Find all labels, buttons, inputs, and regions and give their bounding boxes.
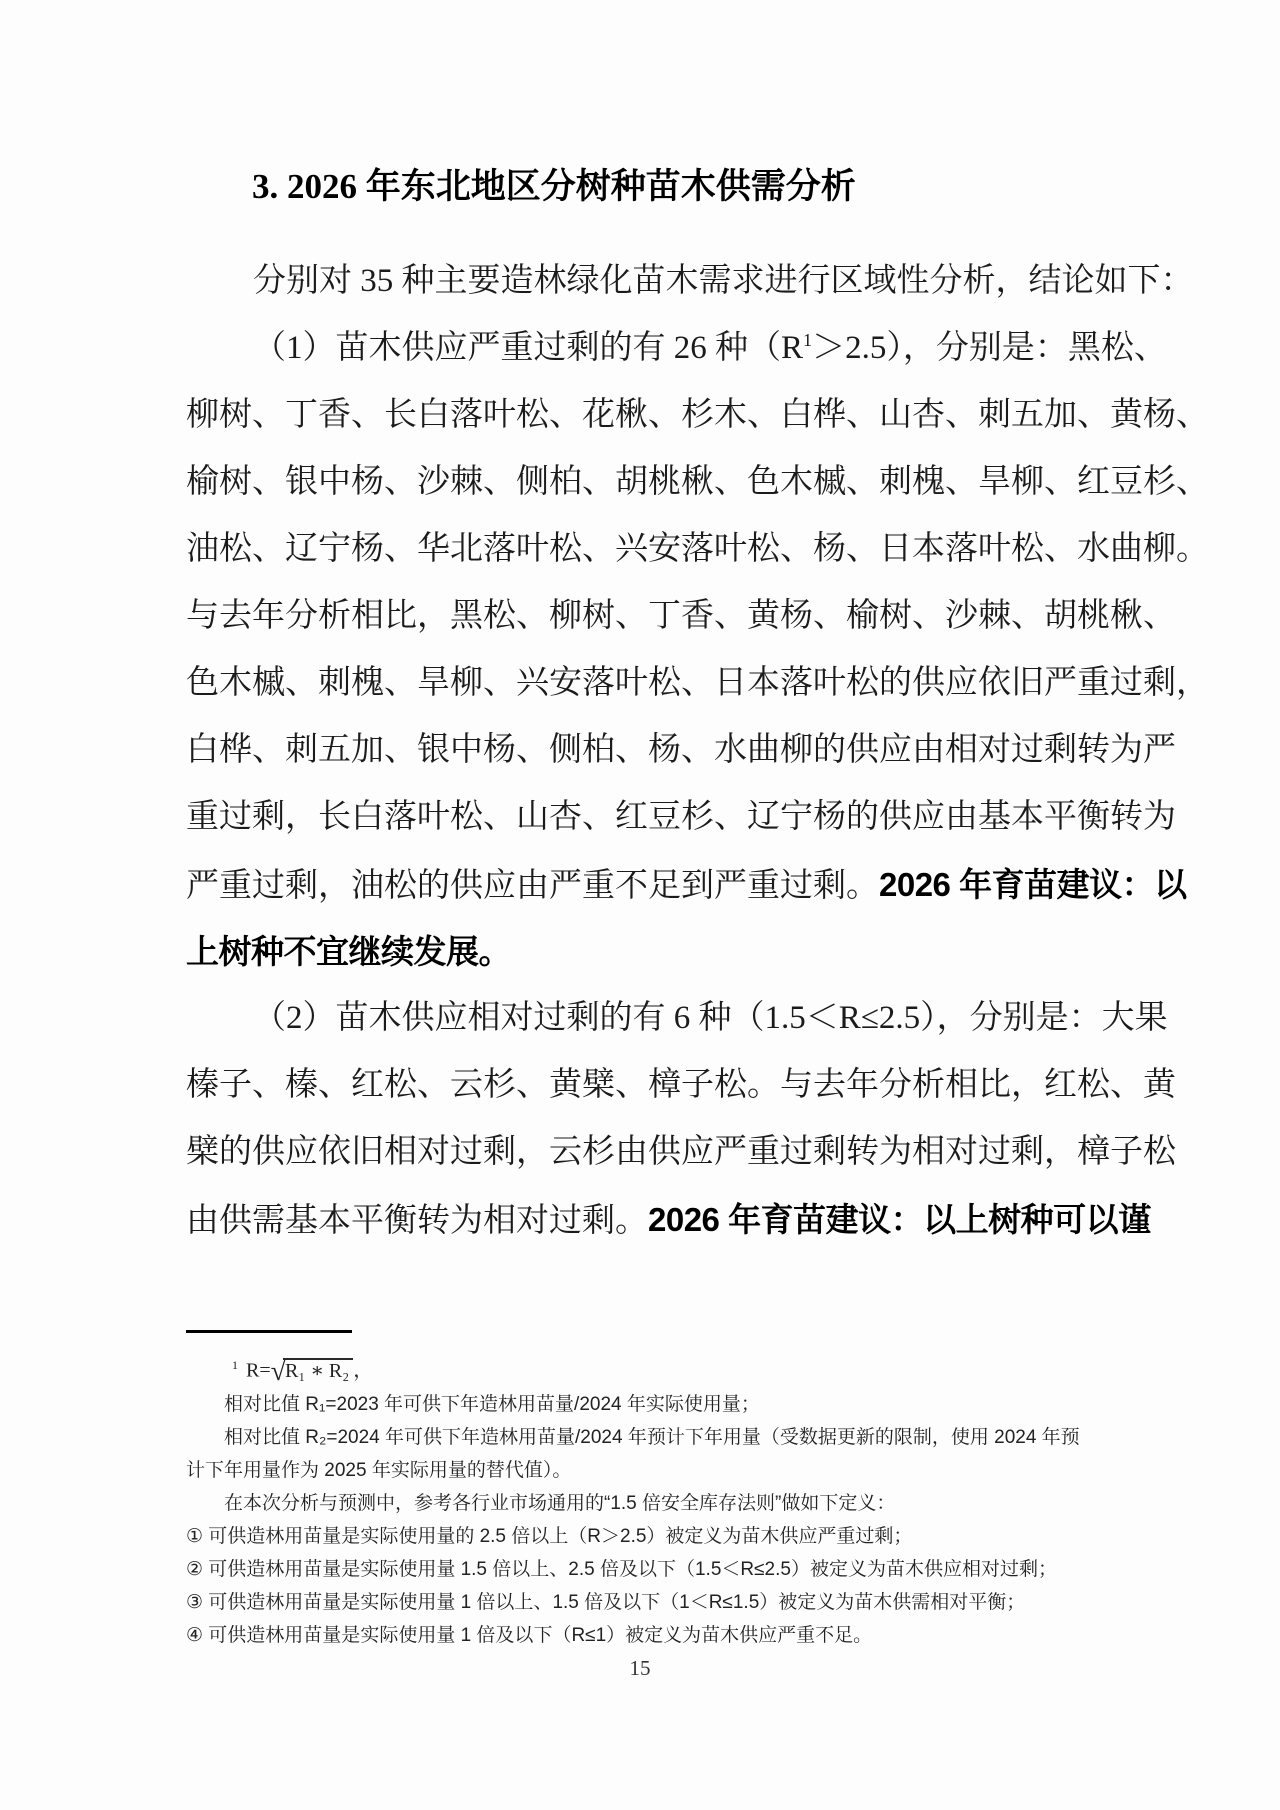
footnotes [186, 1342, 1116, 1652]
text-segment: 檗的供应依旧相对过剩，云杉由供应严重过剩转为相对过剩，樟子松 [186, 1134, 1176, 1170]
footnote-line: 相对比值 R₂=2024 年可供下年造林用苗量/2024 年预计下年用量（受数据更新的限制，使用 2024 年预 [224, 1427, 1080, 1448]
square-root-icon: √ [270, 1355, 286, 1387]
formula-radicand: R₁ ∗ R₂ [283, 1358, 353, 1382]
section-heading: 3. 2026 年东北地区分树种苗木供需分析 [252, 167, 856, 206]
footnote-lines [186, 1388, 1116, 1652]
text-segment: 分别对 35 种主要造林绿化苗木需求进行区域性分析，结论如下： [253, 263, 1194, 299]
page-content [186, 152, 1209, 1253]
text-segment: 白桦、刺五加、银中杨、侧柏、杨、水曲柳的供应由相对过剩转为严 [186, 732, 1176, 768]
body-line [186, 918, 1102, 985]
text-segment: 与去年分析相比，黑松、柳树、丁香、黄杨、榆树、沙棘、胡桃楸、 [186, 598, 1176, 634]
body-line [186, 449, 1209, 516]
text-segment: （2）苗木供应相对过剩的有 6 种（1.5＜R≤2.5），分别是：大果 [253, 1000, 1168, 1036]
body-line [186, 1052, 1176, 1119]
body-line [186, 248, 1194, 315]
bold-text-segment: 上树种不宜继续发展。 [186, 933, 511, 970]
text-segment: 榛子、榛、红松、云杉、黄檗、樟子松。与去年分析相比，红松、黄 [186, 1067, 1176, 1103]
body-line [186, 382, 1209, 449]
bold-text-segment: 2026 年育苗建议：以 [879, 866, 1187, 903]
formula-lhs: R= [246, 1359, 271, 1382]
body-line [186, 784, 1176, 851]
text-segment: 严重过剩，油松的供应由严重不足到严重过剩。 [186, 868, 879, 904]
body-line [186, 1186, 1151, 1253]
text-segment: 由供需基本平衡转为相对过剩。 [186, 1203, 648, 1239]
formula-tail: ， [353, 1359, 374, 1382]
body-line [186, 583, 1176, 650]
footnote-formula [186, 1342, 1116, 1388]
page-number: 15 [629, 1656, 651, 1680]
footnote-line: 在本次分析与预测中，参考各行业市场通用的“1.5 倍安全库存法则”做如下定义： [224, 1493, 896, 1514]
body-line [186, 985, 1168, 1052]
body-line [186, 516, 1209, 583]
footnote-line: ③ 可供造林用苗量是实际使用量 1 倍以上、1.5 倍及以下（1＜R≤1.5）被定义为苗木供需相对平衡； [186, 1592, 1026, 1613]
footnote-line: ② 可供造林用苗量是实际使用量 1.5 倍以上、2.5 倍及以下（1.5＜R≤2.5）被定义为苗木供应相对过剩； [186, 1559, 1057, 1580]
footnote-line: 计下年用量作为 2025 年实际用量的替代值）。 [186, 1460, 572, 1481]
footnote-line: 相对比值 R₁=2023 年可供下年造林用苗量/2024 年实际使用量； [224, 1394, 760, 1415]
body-line [186, 315, 1167, 382]
text-segment: 重过剩，长白落叶松、山杏、红豆杉、辽宁杨的供应由基本平衡转为 [186, 799, 1176, 835]
body-line [186, 650, 1209, 717]
footnote-line: ④ 可供造林用苗量是实际使用量 1 倍及以下（R≤1）被定义为苗木供应严重不足。 [186, 1625, 873, 1646]
text-segment: 1 [803, 330, 813, 350]
body-line [186, 1119, 1176, 1186]
body-line [186, 717, 1176, 784]
footnote-separator [186, 1330, 352, 1333]
text-segment: 柳树、丁香、长白落叶松、花楸、杉木、白桦、山杏、刺五加、黄杨、 [186, 397, 1209, 433]
footnote-line: ① 可供造林用苗量是实际使用量的 2.5 倍以上（R＞2.5）被定义为苗木供应严重过剩； [186, 1526, 913, 1547]
body-text [186, 248, 1209, 1253]
text-segment: 色木槭、刺槐、旱柳、兴安落叶松、日本落叶松的供应依旧严重过剩， [186, 665, 1209, 701]
body-line [186, 851, 1187, 918]
bold-text-segment: 2026 年育苗建议：以上树种可以谨 [648, 1201, 1151, 1238]
text-segment: 油松、辽宁杨、华北落叶松、兴安落叶松、杨、日本落叶松、水曲柳。 [186, 531, 1209, 567]
footnote-ref-number: 1 [232, 1358, 238, 1372]
text-segment: （1）苗木供应严重过剩的有 26 种（R [253, 330, 804, 366]
text-segment: ＞2.5），分别是：黑松、 [812, 330, 1167, 366]
text-segment: 榆树、银中杨、沙棘、侧柏、胡桃楸、色木槭、刺槐、旱柳、红豆杉、 [186, 464, 1209, 500]
